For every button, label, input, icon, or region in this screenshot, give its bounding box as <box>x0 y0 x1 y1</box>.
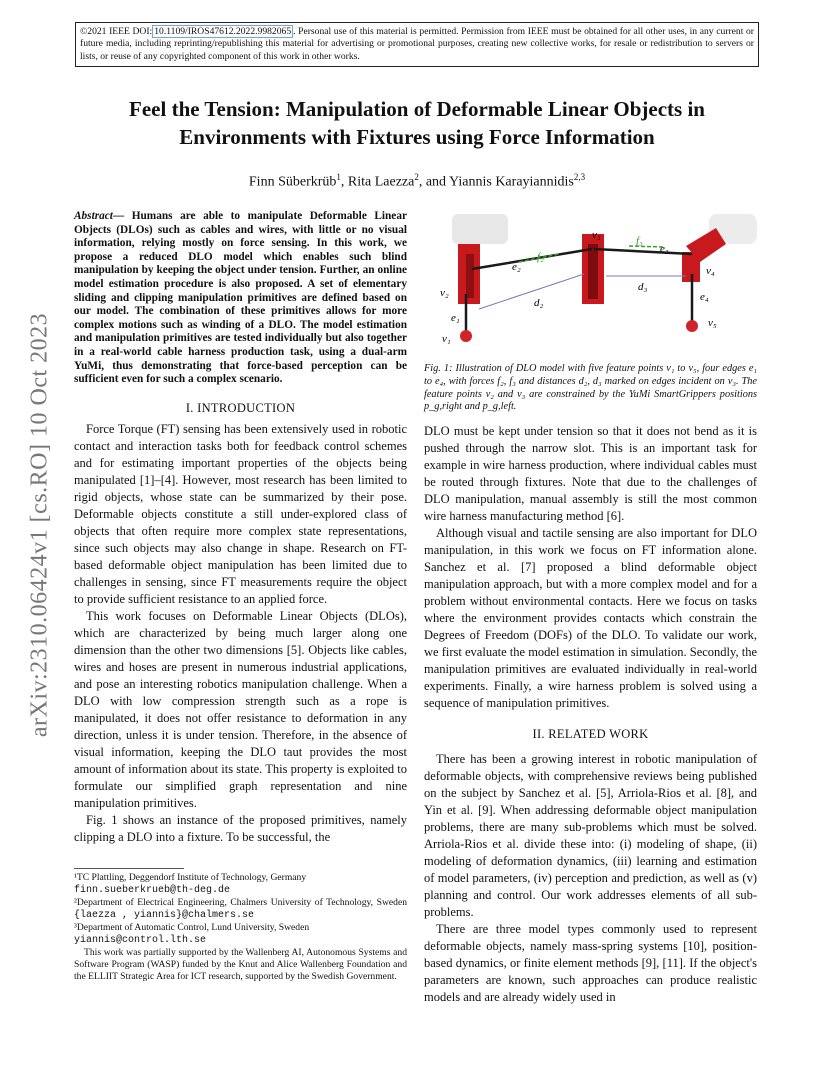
footnote-1 <box>74 872 407 897</box>
author-sep: , <box>340 174 348 190</box>
author-sep: , and <box>418 174 450 190</box>
label-d3: d₃ <box>638 281 648 293</box>
label-f2: f₂ <box>537 251 544 263</box>
fixture-icon <box>582 234 604 304</box>
paper-title: Feel the Tension: Manipulation of Deformable Linear Objects in Environments with Fixtures using Force Information <box>129 97 705 149</box>
copyright-text: . Personal use of this material is permitted. Permission from IEEE must be obtained for all other uses, in any current or future media, including reprinting/republishing this material for advertising or promotional purposes, creating new collective works, for resale or redistribution to servers or lists, or reuse of any copyrighted component of this work in other works. <box>80 26 754 62</box>
section-heading-introduction: I. INTRODUCTION <box>185 400 296 415</box>
funding-note: This work was partially supported by the Wallenberg AI, Autonomous Systems and Software Program (WASP) funded by the Knut and Alice Wallenberg Foundation and the ELLIIT Strategic Area for ICT research, supported by the Swedish Government. <box>74 947 407 982</box>
footnote-1-text: ¹TC Plattling, Deggendorf Institute of Technology, Germany <box>74 872 307 883</box>
label-v2: v₂ <box>440 287 449 299</box>
edge-e3 <box>594 249 692 254</box>
copyright-notice <box>75 22 759 67</box>
label-e3: e₃ <box>660 243 669 255</box>
right-gripper-icon <box>682 214 757 282</box>
label-e4: e₄ <box>700 291 709 303</box>
author-1: Finn Süberkrüb <box>248 174 337 190</box>
distance-d2-line <box>479 274 584 309</box>
intro-paragraph-3: Fig. 1 shows an instance of the proposed primitives, namely clipping a DLO into a fixture. To be successful, the <box>74 812 407 844</box>
label-v1: v₁ <box>442 333 451 345</box>
dlo-model-figure <box>424 214 757 354</box>
right-paragraph-2: Although visual and tactile sensing are also important for DLO manipulation, in this work we focus on FT information alone. Sanchez et al. [7] proposed a blind deformable object manipulation approach, but with a more complex model and for a problem without environmental contacts. Here we focus on tasks where the environment provides contacts which constrain the Degrees of Freedom (DOFs) of the DLO. To validate our work, we first evaluate the model estimation in simulation. Secondly, the manipulation primitives are evaluated individually in real-world experiments. Finally, a wire harness problem is solved using a sequence of manipulation primitives. <box>424 526 757 710</box>
figure-1 <box>424 214 757 414</box>
author-2-affil: 2 <box>414 172 419 182</box>
abstract-text: — Humans are able to manipulate Deformable Linear Objects (DLOs) such as cables and wires, with little or no visual information, relying mostly on force sensing. In this work, we propose a reduced DLO model which enables such blind manipulation by keeping the object under tension. Further, an online model estimation procedure is also proposed. A set of elementary sliding and clipping manipulation primitives are defined based on our model. The combination of these primitives allows for more complex motions such as winding of a DLO. The model estimation and manipulation primitives are tested individually but also together in a real-world cable harness production task, using a dual-arm YuMi, thus demonstrating that force-based perception can be sufficient even for such a complex scenario. <box>74 210 407 386</box>
left-gripper-icon <box>452 214 508 304</box>
footnotes <box>74 868 407 983</box>
right-paragraph-1: DLO must be kept under tension so that it does not bend as it is pushed through the narrow slot. This is an important task for example in wire harness production, where individual cables must be routed through fixtures. Note that due to the challenges of DLO manipulation, manual assembly is still the most common wire harness manufacturing method [6]. <box>424 424 757 523</box>
intro-paragraph-1: Force Torque (FT) sensing has been extensively used in robotic contact and interaction tasks both for feedback control schemes and for estimating important properties of the objects being manipulated [1]–[4]. However, most research has been limited to rigid objects, whose state can be summarized by their pose. Deformable objects constitute a still under-explored class of objects that often require more complex state representations, since such objects may also change in shape. Research on FT-based deformable object manipulation has been limited due to challenges in sensing, since FT measurements require the object to provide sufficient resistance to an applied force. <box>74 421 407 606</box>
author-2: Rita Laezza <box>347 174 415 190</box>
doi-link[interactable]: 10.1109/IROS47612.2022.9982065 <box>154 26 292 37</box>
label-v4: v₄ <box>706 265 715 277</box>
email-3[interactable]: yiannis@control.lth.se <box>74 935 207 946</box>
footnote-3 <box>74 922 407 947</box>
label-v5: v₅ <box>708 317 717 329</box>
abstract <box>74 210 407 387</box>
intro-paragraph-2: This work focuses on Deformable Linear Objects (DLOs), which are characterized by being much larger along one dimension than the other two dimensions [5]. Objects like cables, wires and hoses are present in numerous industrial applications, and pose an interesting robotics manipulation challenge. When a DLO with low compression strength such as a rope is manipulated, it does not offer resistance to deformation in any direction, unless it is under tension. Therefore, in the absence of visual information, keeping the DLO taut provides the most amount of information about its state. This property is exploited to formulate our simplified graph representation and nine manipulation primitives. <box>74 608 407 810</box>
label-e2: e₂ <box>512 261 521 273</box>
left-column <box>74 210 407 846</box>
label-d2: d₂ <box>534 297 544 309</box>
footnote-2 <box>74 897 407 922</box>
author-list <box>75 172 759 191</box>
author-1-affil: 1 <box>336 172 341 182</box>
right-column <box>424 423 757 1006</box>
arxiv-stamp <box>20 290 60 760</box>
footnote-2-text: ²Department of Electrical Engineering, Chalmers University of Technology, Sweden <box>74 897 407 908</box>
point-v1 <box>460 330 472 342</box>
section-heading-related-work: II. RELATED WORK <box>532 727 649 741</box>
abstract-label: Abstract <box>74 210 113 222</box>
footnote-3-text: ³Department of Automatic Control, Lund University, Sweden <box>74 922 310 933</box>
related-paragraph-1: There has been a growing interest in robotic manipulation of deformable objects, with comprehensive reviews being published on the subject by Sanchez et al. [5], Arriola-Rios et al. [8], and Yin et al. [9]. When addressing deformable object manipulation problems, there are many sub-problems which must be solved. Arriola-Rios et al. divide these into: (i) modeling of shape, (ii) modeling of deformation dynamics, (iii) learning and estimation of model parameters, (iv) perception and prediction, as well as (v) planning and control. Our work addresses elements of all sub-problems. <box>424 752 757 919</box>
arxiv-id: arXiv:2310.06424v1 [cs.RO] 10 Oct 2023 <box>26 312 53 738</box>
label-f3: f₃ <box>636 235 643 247</box>
force-f3-arrow <box>629 246 664 247</box>
related-paragraph-2: There are three model types commonly used to represent deformable objects, namely mass-spring systems [10], position-based dynamics, or finite element methods [9], [11]. If the object's parameters are known, such approaches can produce realistic models and are already widely used in <box>424 922 757 1004</box>
figure-caption: Fig. 1: Illustration of DLO model with five feature points v₁ to v₅, four edges e₁ to e₄, with forces f₂, f₃ and distances d₂, d₃ marked on edges incident on v₃. The feature points v₂ and v₃ are constrained by the YuMi SmartGrippers positions p_g,right and p_g,left. <box>424 363 757 413</box>
footnote-divider <box>74 868 184 869</box>
point-v5 <box>686 320 698 332</box>
copyright-prefix: ©2021 IEEE DOI: <box>80 26 153 37</box>
label-e1: e₁ <box>451 312 460 324</box>
email-2[interactable]: {laezza , yiannis}@chalmers.se <box>74 910 255 921</box>
email-1[interactable]: finn.sueberkrueb@th-deg.de <box>74 885 231 896</box>
label-v3: v₃ <box>592 229 601 241</box>
author-3: Yiannis Karayiannidis <box>449 174 574 190</box>
author-3-affil: 2,3 <box>573 172 586 182</box>
